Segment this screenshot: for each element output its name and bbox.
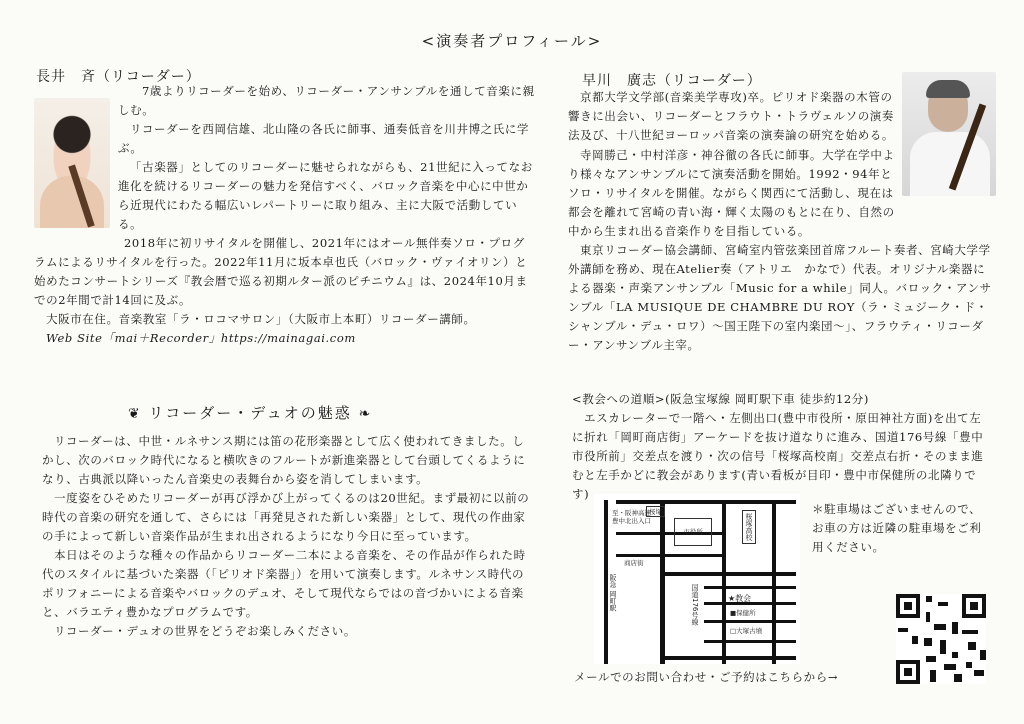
parking-note: ＊駐車場はございませんので、お車の方は近隣の駐車場をご利用ください。 bbox=[812, 502, 982, 554]
left-profile-p3: 「古楽器」としてのリコーダーに魅せられながらも、21世紀に入ってなお進化を続けるリコーダーの魅力を発信すべく、バロック音楽を中心に中世から近現代にわたる幅広いレパートリーに取り組み、主に大阪で活動している。 bbox=[118, 160, 533, 231]
duo-p4: リコーダー・デュオの世界をどうぞお楽しみください。 bbox=[54, 624, 356, 638]
map-label-shotengai: 商店街 bbox=[624, 559, 644, 567]
flower-ornament-icon: ❧ bbox=[358, 406, 373, 422]
duo-title: リコーダー・デュオの魅惑 bbox=[148, 404, 352, 422]
right-performer-name: 早川 廣志（リコーダー） bbox=[582, 73, 762, 89]
right-profile-p3: 東京リコーダー協会講師、宮崎室内管弦楽団首席フルート奏者、宮崎大学学外講師を務め、現在Atelier奏（アトリエ かなで）代表。オリジナル楽器による器楽・声楽アンサンブル「Music for a while」同人。バロック・アンサンブル「LA MUSIQUE DE CHAMBRE DU ROY（ラ・ミュジーク・ド・シャンブル・デュ・ロワ）〜国王陛下の室内楽団〜」、フラウティ・リコーダー・アンサンブル主宰。 bbox=[568, 243, 992, 352]
directions-p1: エスカレーターで一階へ・左側出口(豊中市役所・原田神社方面)を出て左に折れ「岡町商店街」アーケードを抜け道なりに進み、国道176号線「豊中市役所前」交差点を渡り・次の信号「桜塚高校南」交差点右折・そのまま進むと左手かどに教会があります(青い看板が目印・豊中市保健所の北隣りです) bbox=[572, 411, 984, 501]
left-performer-photo bbox=[34, 98, 110, 228]
page-heading: <演奏者プロフィール> bbox=[421, 32, 603, 50]
map-label-city-hall: 市役所 bbox=[674, 518, 712, 546]
map-label-church: ★教会 bbox=[728, 594, 752, 603]
left-profile-p5: 大阪市在住。音楽教室「ラ・ロコマサロン」（大阪市上本町）リコーダー講師。 bbox=[46, 312, 476, 326]
church-map bbox=[594, 494, 800, 664]
map-label-expressway: 至・阪神高速 bbox=[612, 509, 651, 517]
map-label-hankyu: 阪急 岡町駅 bbox=[609, 574, 617, 612]
left-profile-website[interactable]: Web Site「mai＋Recorder」https://mainagai.com bbox=[46, 331, 356, 345]
right-profile-rest bbox=[568, 146, 996, 355]
map-label-kokudo: 国道176号線 bbox=[691, 584, 699, 626]
left-performer-name: 長井 斉（リコーダー） bbox=[36, 69, 201, 85]
directions-body bbox=[572, 409, 992, 504]
duo-title-wrap bbox=[128, 402, 372, 423]
qr-code[interactable] bbox=[896, 594, 986, 684]
right-profile-top bbox=[568, 88, 894, 145]
left-profile-p1: 7歳よりリコーダーを始め、リコーダー・アンサンブルを通して音楽に親しむ。 bbox=[118, 84, 535, 117]
left-profile-p3-wrap bbox=[118, 158, 536, 234]
duo-body bbox=[42, 432, 534, 641]
flower-ornament-icon: ❦ bbox=[128, 406, 142, 422]
left-profile-rest bbox=[34, 234, 536, 348]
map-label-kofun: □大塚古墳 bbox=[730, 627, 763, 635]
contact-text: メールでのお問い合わせ・ご予約はこちらから→ bbox=[574, 670, 839, 684]
duo-p1: リコーダーは、中世・ルネサンス期には笛の花形楽器として広く使われてきました。しかし、次のバロック時代になると横吹きのフルートが新進楽器として台頭してくるようになり、古典派以降いったん音楽史の表舞台から姿を消してしまいます。 bbox=[42, 434, 526, 486]
map-label-expressway-exit: 豊中北出入口 bbox=[612, 517, 651, 525]
map-label-sakurazuka: 桜塚高校 bbox=[742, 510, 756, 544]
right-profile-p2: 寺岡勝己・中村洋彦・神谷徹の各氏に師事。大学在学中より様々なアンサンブルにて演奏活動を開始。1992・94年とソロ・リサイタルを開催。ながらく関西にて活動し、現在は都会を離れて宮崎の青い海・輝く太陽のもとに在り、自然の中から生まれ出る音楽作りを目指している。 bbox=[568, 148, 895, 238]
map-label-sign: 桜塚 bbox=[646, 506, 665, 517]
map-label-hokenjo: ■保健所 bbox=[730, 609, 756, 617]
duo-p2: 一度姿をひそめたリコーダーが再び浮かび上がってくるのは20世紀。まず最初に以前の時代の音楽の研究を通して、さらには「再発見された新しい楽器」として、現代の作曲家の手によって新しい音楽作品が生まれ出されるようになり今日に至っています。 bbox=[42, 491, 530, 543]
right-profile-p1: 京都大学文学部(音楽美学専攻)卒。ピリオド楽器の木管の響きに出会い、リコーダーとフラウト・トラヴェルソの演奏法及び、十八世紀ヨーロッパ音楽の演奏論の研究を始める。 bbox=[568, 90, 895, 142]
left-profile-intro bbox=[118, 82, 536, 158]
duo-p3: 本日はそのような種々の作品からリコーダー二本による音楽を、その作品が作られた時代のスタイルに基づいた楽器（「ピリオド楽器」）を用いて演奏します。ルネサンス時代のポリフォニーによる音楽やバロックのデュオ、そして現代ならではの音づかいによる音楽と、バラエティ豊かなプログラムです。 bbox=[42, 548, 526, 619]
left-profile-p2: リコーダーを西岡信雄、北山隆の各氏に師事、通奏低音を川井博之氏に学ぶ。 bbox=[118, 122, 530, 155]
left-profile-p4: 2018年に初リサイタルを開催し、2021年にはオール無伴奏ソロ・プログラムによるリサイタルを行った。2022年11月に坂本卓也氏（バロック・ヴァイオリン）と始めたコンサートシリーズ『教会暦で巡る初期ルター派のピチニウム』は、2024年10月までの2年間で計14回に及ぶ。 bbox=[34, 236, 528, 307]
directions-title: <教会への道順>(阪急宝塚線 岡町駅下車 徒歩約12分) bbox=[572, 392, 869, 406]
